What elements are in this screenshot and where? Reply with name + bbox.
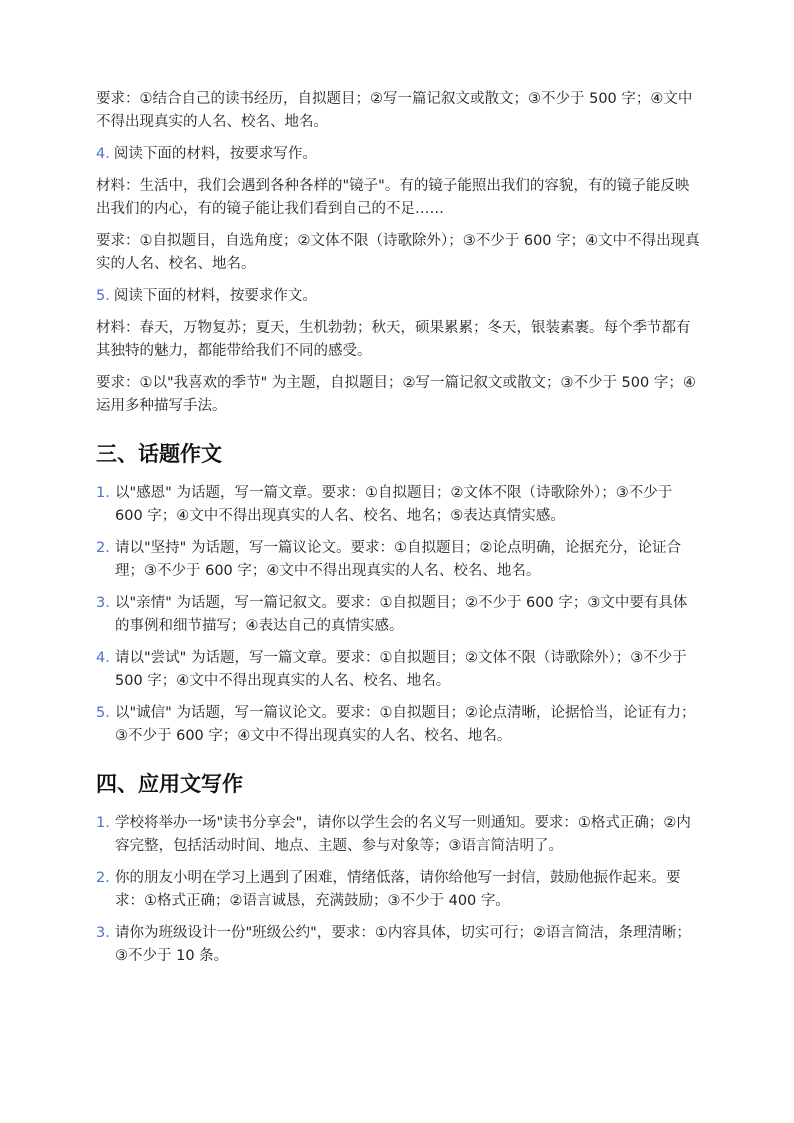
item-text: 请以"尝试" 为话题，写一篇文章。要求：①自拟题目；②文体不限（诗歌除外）；③不少于 500 字；④文中不得出现真实的人名、校名、地名。: [115, 650, 687, 689]
item-text: 以"感恩" 为话题，写一篇文章。要求：①自拟题目；②文体不限（诗歌除外）；③不少于 600 字；④文中不得出现真实的人名、校名、地名；⑤表达真情实感。: [115, 485, 673, 524]
section-heading: 三、话题作文: [96, 442, 222, 466]
section-heading: 四、应用文写作: [96, 772, 243, 796]
list-item: [96, 702, 700, 748]
item-number: 2.: [96, 540, 110, 556]
item-text: 阅读下面的材料，按要求作文。: [113, 288, 317, 304]
document-page: [96, 88, 700, 977]
list-item: [96, 922, 700, 968]
list-item: [96, 867, 700, 913]
item-text: 以"亲情" 为话题，写一篇记叙文。要求：①自拟题目；②不少于 600 字；③文中要有具体的事例和细节描写；④表达自己的真情实感。: [115, 595, 688, 634]
item-number: 1.: [96, 485, 110, 501]
item-number: 4.: [96, 146, 110, 162]
requirement-text: 要求：①自拟题目，自选角度；②文体不限（诗歌除外）；③不少于 600 字；④文中不得出现真实的人名、校名、地名。: [96, 233, 700, 272]
list-item: [96, 143, 700, 166]
list-item: [96, 592, 700, 638]
requirement-text: 要求：①结合自己的读书经历，自拟题目；②写一篇记叙文或散文；③不少于 500 字；④文中不得出现真实的人名、校名、地名。: [96, 91, 693, 130]
item-number: 5.: [96, 288, 110, 304]
item-number: 4.: [96, 650, 110, 666]
list-item: [96, 812, 700, 858]
item-number: 3.: [96, 925, 110, 941]
item-number: 5.: [96, 705, 110, 721]
list-item: [96, 482, 700, 528]
item-text: 请以"坚持" 为话题，写一篇议论文。要求：①自拟题目；②论点明确，论据充分，论证合理；③不少于 600 字；④文中不得出现真实的人名、校名、地名。: [115, 540, 681, 579]
list-item: [96, 537, 700, 583]
item-text: 以"诚信" 为话题，写一篇议论文。要求：①自拟题目；②论点清晰，论据恰当，论证有力；③不少于 600 字；④文中不得出现真实的人名、校名、地名。: [115, 705, 696, 744]
item-text: 你的朋友小明在学习上遇到了困难，情绪低落，请你给他写一封信，鼓励他振作起来。要求：①格式正确；②语言诚恳，充满鼓励；③不少于 400 字。: [115, 870, 681, 909]
material-text: 材料：春天，万物复苏；夏天，生机勃勃；秋天，硕果累累；冬天，银装素裹。每个季节都有其独特的魅力，都能带给我们不同的感受。: [96, 320, 691, 359]
list-item: [96, 647, 700, 693]
item-text: 阅读下面的材料，按要求写作。: [113, 146, 317, 162]
item-text: 请你为班级设计一份"班级公约"，要求：①内容具体，切实可行；②语言简洁，条理清晰；③不少于 10 条。: [115, 925, 691, 964]
item-number: 1.: [96, 815, 110, 831]
item-number: 2.: [96, 870, 110, 886]
material-text: 材料：生活中，我们会遇到各种各样的"镜子"。有的镜子能照出我们的容貌，有的镜子能反映出我们的内心，有的镜子能让我们看到自己的不足……: [96, 178, 690, 217]
list-item: [96, 285, 700, 308]
item-number: 3.: [96, 595, 110, 611]
item-text: 学校将举办一场"读书分享会"，请你以学生会的名义写一则通知。要求：①格式正确；②内容完整，包括活动时间、地点、主题、参与对象等；③语言简洁明了。: [115, 815, 691, 854]
requirement-text: 要求：①以"我喜欢的季节" 为主题，自拟题目；②写一篇记叙文或散文；③不少于 500 字；④运用多种描写手法。: [96, 375, 696, 414]
